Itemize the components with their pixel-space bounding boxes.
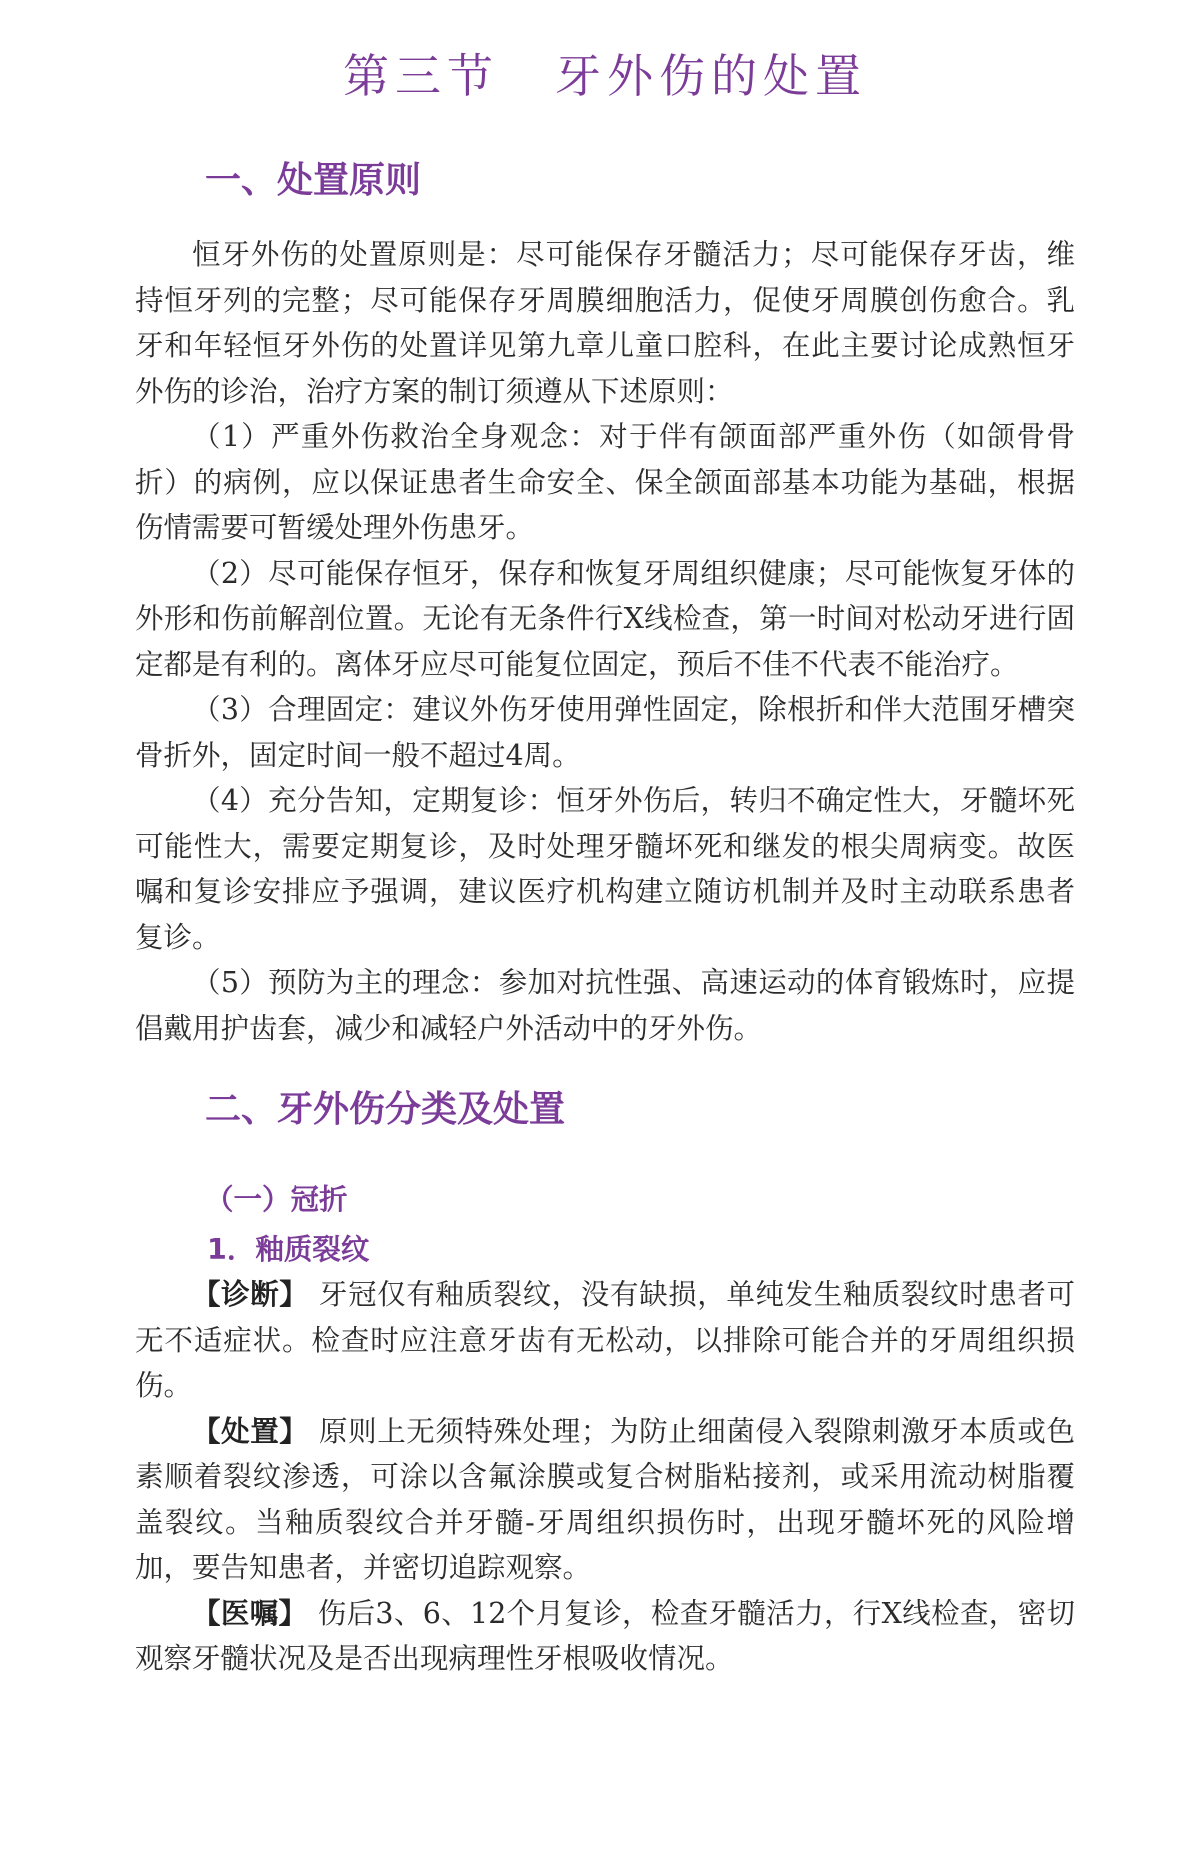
treatment-paragraph xyxy=(135,1409,1075,1591)
principle-4: （4）充分告知，定期复诊：恒牙外伤后，转归不确定性大，牙髓坏死可能性大，需要定期复诊，及时处理牙髓坏死和继发的根尖周病变。故医嘱和复诊安排应予强调，建议医疗机构建立随访机制并及时主动联系患者复诊。 xyxy=(135,784,1075,954)
chapter-title-text: 牙外伤的处置 xyxy=(555,49,867,103)
diagnosis-text: 牙冠仅有釉质裂纹，没有缺损，单纯发生釉质裂纹时患者可无不适症状。检查时应注意牙齿有无松动，以排除可能合并的牙周组织损伤。 xyxy=(135,1278,1075,1403)
advice-text: 伤后3、6、12个月复诊，检查牙髓活力，行X线检查，密切观察牙髓状况及是否出现病理性牙根吸收情况。 xyxy=(135,1596,1075,1676)
principle-5: （5）预防为主的理念：参加对抗性强、高速运动的体育锻炼时，应提倡戴用护齿套，减少和减轻户外活动中的牙外伤。 xyxy=(135,966,1075,1045)
chapter-title xyxy=(135,48,1075,106)
advice-label: 【医嘱】 xyxy=(192,1596,308,1630)
advice-paragraph xyxy=(135,1591,1075,1682)
item-heading-enamel-crack: 1．釉质裂纹 xyxy=(207,1233,370,1267)
diagnosis-paragraph xyxy=(135,1272,1075,1409)
principle-2: （2）尽可能保存恒牙，保存和恢复牙周组织健康；尽可能恢复牙体的外形和伤前解剖位置。无论有无条件行X线检查，第一时间对松动牙进行固定都是有利的。离体牙应尽可能复位固定，预后不佳不代表不能治疗。 xyxy=(135,556,1075,681)
subheading-crown-fracture: （一）冠折 xyxy=(205,1183,348,1217)
principle-1: （1）严重外伤救治全身观念：对于伴有颌面部严重外伤（如颌骨骨折）的病例，应以保证患者生命安全、保全颌面部基本功能为基础，根据伤情需要可暂缓处理外伤患牙。 xyxy=(135,420,1075,545)
section-heading-principles: 一、处置原则 xyxy=(205,159,422,201)
section-heading-classification: 二、牙外伤分类及处置 xyxy=(205,1089,566,1131)
principle-3: （3）合理固定：建议外伤牙使用弹性固定，除根折和伴大范围牙槽突骨折外，固定时间一般不超过4周。 xyxy=(135,693,1075,772)
principles-intro: 恒牙外伤的处置原则是：尽可能保存牙髓活力；尽可能保存牙齿，维持恒牙列的完整；尽可能保存牙周膜细胞活力，促使牙周膜创伤愈合。乳牙和年轻恒牙外伤的处置详见第九章儿童口腔科，在此主要讨论成熟恒牙外伤的诊治，治疗方案的制订须遵从下述原则： xyxy=(135,238,1075,408)
diagnosis-label: 【诊断】 xyxy=(192,1278,309,1312)
treatment-label: 【处置】 xyxy=(192,1414,309,1448)
chapter-title-number: 第三节 xyxy=(343,49,499,103)
treatment-text: 原则上无须特殊处理；为防止细菌侵入裂隙刺激牙本质或色素顺着裂纹渗透，可涂以含氟涂膜或复合树脂粘接剂，或采用流动树脂覆盖裂纹。当釉质裂纹合并牙髓-牙周组织损伤时，出现牙髓坏死的风险增加，要告知患者，并密切追踪观察。 xyxy=(135,1414,1075,1585)
